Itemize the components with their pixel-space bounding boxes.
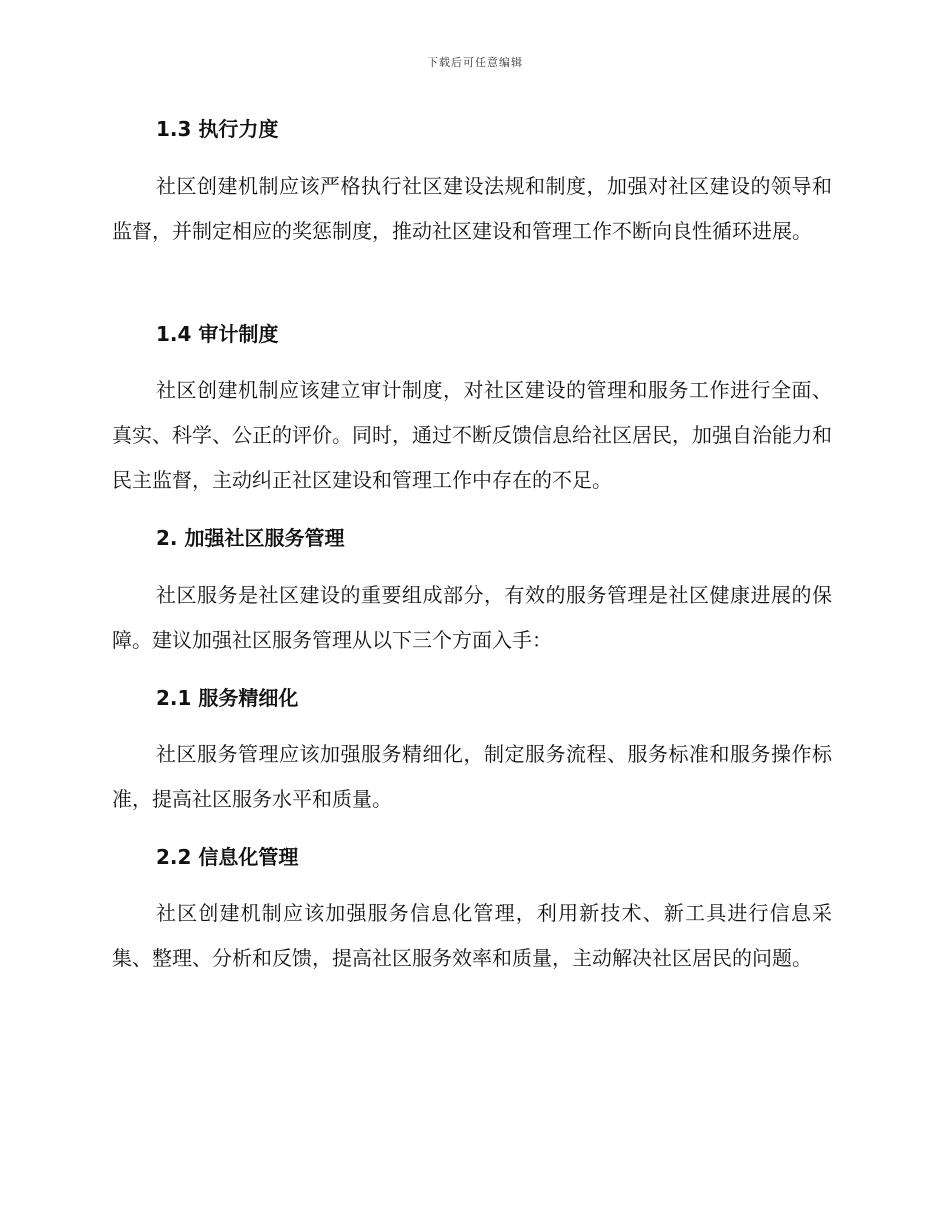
page-header: 下载后可任意编辑 [427, 56, 523, 69]
section-heading-2-1: 2.1 服务精细化 [156, 686, 299, 710]
section-body-2-2: 社区创建机制应该加强服务信息化管理，利用新技术、新工具进行信息采集、整理、分析和反馈，提高社区服务效率和质量，主动解决社区居民的问题。 [112, 901, 832, 970]
section-body-2-1: 社区服务管理应该加强服务精细化，制定服务流程、服务标准和服务操作标准，提高社区服务水平和质量。 [112, 742, 832, 811]
section-body-1-3: 社区创建机制应该严格执行社区建设法规和制度，加强对社区建设的领导和监督，并制定相应的奖惩制度，推动社区建设和管理工作不断向良性循环进展。 [112, 174, 832, 243]
section-heading-1-4: 1.4 审计制度 [156, 322, 279, 346]
section-body-1-4: 社区创建机制应该建立审计制度，对社区建设的管理和服务工作进行全面、真实、科学、公正的评价。同时，通过不断反馈信息给社区居民，加强自治能力和民主监督，主动纠正社区建设和管理工作中存在的不足。 [112, 378, 832, 492]
section-heading-2-2: 2.2 信息化管理 [156, 845, 299, 869]
section-heading-1-3: 1.3 执行力度 [156, 117, 279, 141]
section-body-2: 社区服务是社区建设的重要组成部分，有效的服务管理是社区健康进展的保障。建议加强社区服务管理从以下三个方面入手： [112, 583, 832, 652]
section-heading-2: 2. 加强社区服务管理 [156, 526, 345, 550]
